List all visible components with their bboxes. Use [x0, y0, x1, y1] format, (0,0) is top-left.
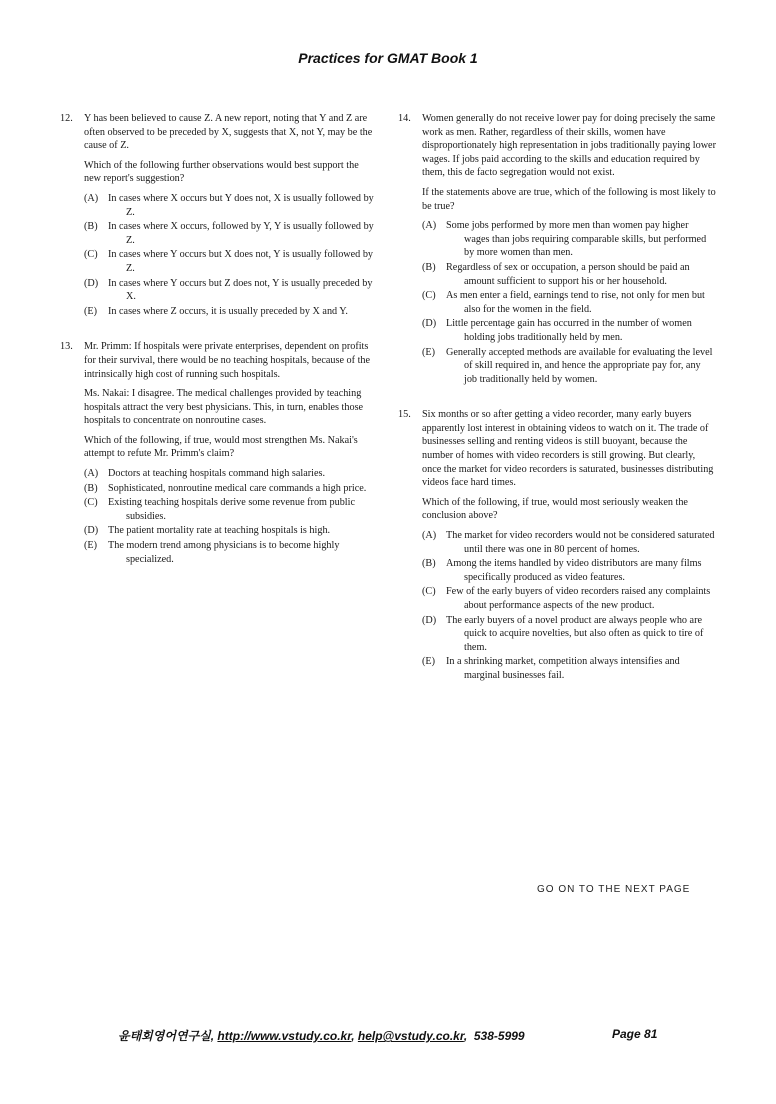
answer-option-a[interactable]: (A) In cases where X occurs but Y does not, X is usually followed by Z. [84, 192, 374, 218]
question-14 [398, 112, 716, 386]
answer-option-b[interactable]: (B) Regardless of sex or occupation, a person should be paid an amount sufficient to support his or her household. [422, 261, 690, 287]
question-number: 12. [60, 113, 73, 124]
answer-option-e[interactable]: (E) In cases where Z occurs, it is usually preceded by X and Y. [84, 305, 348, 317]
question-stem: Six months or so after getting a video recorder, many early buyers apparently lost interest in obtaining videos to watch on it. The trade of businesses selling and renting videos is still buoyant, because the number of homes with video recorders is still growing. But clearly, once the market for video recorders is saturated, businesses distributing videos face hard times. [422, 409, 714, 489]
footer-phone: 538-5999 [473, 1029, 525, 1043]
answer-option-e[interactable]: (E) Generally accepted methods are available for evaluating the level of skill required in, and hence the appropriate pay for, any job traditionally held by women. [422, 346, 713, 385]
question-stem: Y has been believed to cause Z. A new report, noting that Y and Z are often observed to be preceded by X, suggests that X, not Y, may be the cause of Z. [84, 113, 373, 152]
page-number: Page 81 [612, 1027, 658, 1041]
question-prompt: Which of the following further observations would best support the new report's suggestion? [84, 159, 359, 185]
question-stem: Mr. Primm: If hospitals were private enterprises, dependent on profits for their survival, there would be no teaching hospitals, because of the intrinsically high cost of running such hospitals. [84, 341, 371, 380]
footer-korean: 윤태회영어연구실, [118, 1029, 215, 1043]
answer-option-c[interactable]: (C) As men enter a field, earnings tend to rise, not only for men but also for the women in the field. [422, 290, 705, 315]
left-column [60, 112, 378, 588]
question-stem: Women generally do not receive lower pay for doing precisely the same work as men. Rather, regardless of their skills, women have disproportionately high representation in jobs traditionally paying lower wages. If jobs paid according to the skills and education required by them, this de facto segregation would not exist. [422, 113, 716, 179]
question-prompt: Which of the following, if true, would most seriously weaken the conclusion above? [422, 496, 688, 522]
answer-option-c[interactable]: (C) In cases where Y occurs but X does not, Y is usually followed by Z. [84, 249, 374, 274]
answer-option-c[interactable]: (C) Existing teaching hospitals derive some revenue from public subsidies. [84, 497, 355, 522]
footer-email-link[interactable]: help@vstudy.co.kr [357, 1029, 464, 1043]
go-on-notice: GO ON TO THE NEXT PAGE [537, 884, 691, 895]
answer-option-b[interactable]: (B) Sophisticated, nonroutine medical care commands a high price. [84, 482, 367, 494]
answer-option-c[interactable]: (C) Few of the early buyers of video recorders raised any complaints about performance aspects of the new product. [422, 586, 711, 611]
page-title: Practices for GMAT Book 1 [298, 50, 478, 66]
question-number: 14. [398, 113, 411, 124]
answer-option-a[interactable]: (A) Some jobs performed by more men than women pay higher wages than jobs requiring comparable skills, but performed by more women than men. [422, 220, 707, 259]
question-15 [398, 408, 716, 682]
question-prompt: If the statements above are true, which of the following is most likely to be true? [422, 186, 716, 212]
answer-options [422, 219, 716, 386]
footer-contact: 윤태회영어연구실, http://www.vstudy.co.kr, help@vstudy.co.kr, 538-5999 [118, 1029, 525, 1043]
question-number: 15. [398, 409, 411, 421]
question-stem-2: Ms. Nakai: I disagree. The medical challenges provided by teaching hospitals attract the very best physicians. This, in turn, enables those hospitals to concentrate on nonroutine cases. [84, 388, 364, 427]
question-13 [60, 340, 378, 566]
answer-option-d[interactable]: (D) In cases where Y occurs but Z does not, Y is usually preceded by X. [84, 277, 373, 303]
page-header [0, 50, 776, 66]
question-number: 13. [60, 341, 73, 353]
answer-option-e[interactable]: (E) The modern trend among physicians is to become highly specialized. [84, 540, 340, 565]
answer-options [84, 192, 378, 318]
answer-options [422, 529, 716, 683]
footer-url-link[interactable]: http://www.vstudy.co.kr [217, 1029, 352, 1043]
answer-option-a[interactable]: (A) Doctors at teaching hospitals command high salaries. [84, 468, 325, 480]
answer-option-d[interactable]: (D) The early buyers of a novel product are always people who are quick to acquire novelties, but also often as quick to tire of them. [422, 614, 704, 653]
question-prompt: Which of the following, if true, would most strengthen Ms. Nakai's attempt to refute Mr. Primm's claim? [84, 434, 358, 460]
answer-option-b[interactable]: (B) Among the items handled by video distributors are many films specifically produced as video features. [422, 558, 702, 583]
right-column [398, 112, 716, 705]
answer-option-a[interactable]: (A) The market for video recorders would not be considered saturated until there was one in 80 percent of homes. [422, 530, 715, 555]
answer-option-b[interactable]: (B) In cases where X occurs, followed by Y, Y is usually followed by Z. [84, 221, 374, 246]
question-12 [60, 112, 378, 318]
answer-option-d[interactable]: (D) The patient mortality rate at teaching hospitals is high. [84, 525, 331, 537]
answer-option-e[interactable]: (E) In a shrinking market, competition always intensifies and marginal businesses fail. [422, 656, 680, 681]
answer-options [84, 467, 378, 566]
answer-option-d[interactable]: (D) Little percentage gain has occurred in the number of women holding jobs traditionally held by men. [422, 318, 692, 343]
